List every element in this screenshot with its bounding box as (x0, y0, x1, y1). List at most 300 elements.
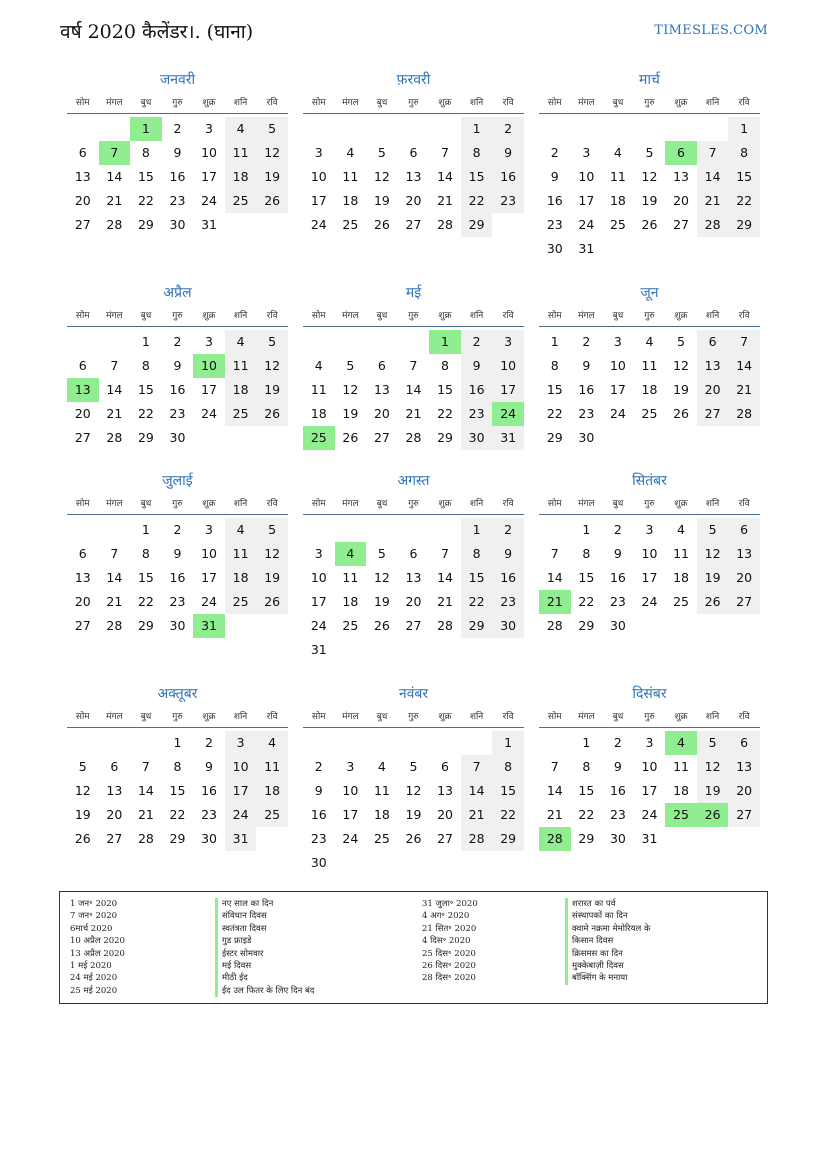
day-cell: 29 (461, 614, 493, 638)
day-cell: 27 (74, 217, 91, 232)
day-cell: 24 (641, 594, 658, 609)
day-cell: 11 (373, 783, 390, 798)
day-cell: 5 (409, 759, 418, 774)
weekday-header (539, 495, 760, 515)
day-cell: 8 (461, 542, 493, 566)
day-cell: 16 (492, 165, 524, 189)
day-cell: 28 (437, 217, 453, 232)
weekday-label: रवि (266, 311, 278, 321)
day-cell: 6 (110, 759, 119, 774)
day-cell: 27 (405, 217, 422, 232)
weekday-label: शुक्र (202, 98, 216, 108)
day-cell: 12 (405, 783, 422, 798)
day-cell: 8 (441, 358, 449, 373)
day-cell: 5 (346, 358, 355, 373)
day-cell: 20 (405, 594, 422, 609)
weekday-label: मंगल (342, 311, 359, 321)
day-cell: 18 (225, 378, 257, 402)
day-cell: 15 (546, 382, 563, 397)
day-cell: 3 (314, 145, 323, 160)
weekday-label: सोम (547, 311, 562, 321)
empty-cell (303, 117, 335, 141)
weekday-label: रवि (502, 712, 514, 722)
day-cell: 12 (256, 354, 288, 378)
day-cell: 17 (201, 382, 217, 397)
weekday-label: रवि (738, 499, 750, 509)
day-cell: 9 (314, 783, 323, 798)
empty-cell (335, 330, 367, 354)
day-cell: 2 (582, 334, 591, 349)
day-cell: 4 (225, 117, 257, 141)
day-grid (67, 330, 288, 450)
day-cell: 10 (201, 145, 217, 160)
day-cell: 22 (461, 189, 493, 213)
day-cell: 25 (641, 406, 658, 421)
day-cell: 30 (609, 618, 626, 633)
day-cell: 7 (441, 145, 449, 160)
day-cell: 15 (728, 165, 760, 189)
empty-cell (366, 117, 398, 141)
day-cell: 10 (609, 358, 626, 373)
day-cell: 10 (578, 169, 595, 184)
day-cell: 17 (201, 169, 217, 184)
weekday-label: शुक्र (674, 98, 688, 108)
weekday-header (539, 94, 760, 114)
day-cell: 15 (169, 783, 186, 798)
day-cell: 23 (492, 189, 524, 213)
day-cell: 23 (169, 193, 186, 208)
holiday-date: 13 अप्रैल 2020 (70, 948, 125, 959)
day-cell: 19 (256, 566, 288, 590)
month-name: अक्तूबर (157, 686, 198, 702)
day-cell: 26 (342, 430, 359, 445)
month-9 (539, 471, 760, 638)
day-cell: 24 (641, 807, 658, 822)
day-cell: 29 (492, 827, 524, 851)
day-cell: 28 (697, 213, 729, 237)
holiday-day-cell: 25 (303, 426, 335, 450)
holiday-date: 26 दिस॰ 2020 (422, 961, 476, 972)
day-cell: 9 (613, 546, 622, 561)
empty-cell (130, 731, 162, 755)
day-cell: 23 (609, 594, 626, 609)
day-cell: 14 (461, 779, 493, 803)
weekday-label: बुध (612, 712, 624, 722)
weekday-header (539, 708, 760, 728)
day-cell: 19 (342, 406, 359, 421)
weekday-label: गुरु (644, 98, 655, 108)
day-cell: 15 (578, 783, 595, 798)
day-cell: 26 (641, 217, 658, 232)
day-cell: 26 (373, 618, 390, 633)
weekday-label: शुक्र (438, 499, 452, 509)
day-cell: 17 (310, 594, 327, 609)
weekday-label: बुध (376, 499, 388, 509)
holiday-name: मई दिवस (215, 960, 314, 972)
month-name: जनवरी (159, 72, 196, 88)
holiday-name: ईद उल फितर के लिए दिन बंद (215, 985, 314, 997)
holiday-name: संस्थापकों का दिन (565, 910, 651, 922)
weekday-label: गुरु (172, 311, 183, 321)
holiday-date: 4 अग॰ 2020 (422, 911, 470, 922)
weekday-label: बुध (140, 311, 152, 321)
day-cell: 31 (201, 217, 217, 232)
empty-cell (398, 330, 430, 354)
day-cell: 1 (582, 522, 591, 537)
day-cell: 7 (110, 358, 119, 373)
weekday-label: बुध (612, 311, 624, 321)
day-cell: 22 (137, 594, 154, 609)
month-12 (539, 684, 760, 851)
holiday-day-cell: 1 (130, 117, 162, 141)
month-11 (303, 684, 524, 875)
day-cell: 7 (461, 755, 493, 779)
day-cell: 23 (169, 594, 186, 609)
weekday-label: बुध (140, 499, 152, 509)
empty-cell (67, 518, 99, 542)
month-4 (67, 283, 288, 450)
day-cell: 20 (437, 807, 453, 822)
day-cell: 6 (441, 759, 449, 774)
holiday-name: नए साल का दिन (215, 898, 314, 910)
day-cell: 30 (201, 831, 217, 846)
day-cell: 24 (578, 217, 595, 232)
day-cell: 2 (173, 334, 182, 349)
day-cell: 30 (609, 831, 626, 846)
day-grid (303, 731, 524, 875)
day-cell: 21 (461, 803, 493, 827)
month-name: सितंबर (632, 473, 667, 489)
empty-cell (461, 731, 493, 755)
day-cell: 26 (256, 590, 288, 614)
holiday-name: संविधान दिवस (215, 910, 314, 922)
weekday-label: शुक्र (438, 712, 452, 722)
day-cell: 2 (492, 518, 524, 542)
weekday-label: शनि (233, 98, 248, 108)
holiday-date: 31 जुला॰ 2020 (422, 899, 478, 909)
day-cell: 19 (256, 165, 288, 189)
day-cell: 25 (342, 618, 359, 633)
day-cell: 4 (645, 334, 654, 349)
day-cell: 30 (546, 241, 563, 256)
empty-cell (99, 117, 131, 141)
holiday-day-cell: 25 (665, 803, 697, 827)
weekday-label: गुरु (172, 712, 183, 722)
day-cell: 29 (137, 217, 154, 232)
day-cell: 30 (310, 855, 327, 870)
day-cell: 8 (141, 546, 150, 561)
holiday-name: क्रिसमस का दिन (565, 948, 651, 960)
day-cell: 18 (225, 165, 257, 189)
weekday-label: मंगल (342, 712, 359, 722)
day-cell: 10 (492, 354, 524, 378)
day-cell: 8 (141, 145, 150, 160)
holiday-name: मीठी ईद (215, 972, 314, 984)
weekday-label: बुध (140, 98, 152, 108)
day-cell: 15 (461, 566, 493, 590)
day-cell: 15 (578, 570, 595, 585)
weekday-header (67, 94, 288, 114)
day-cell: 20 (106, 807, 123, 822)
weekday-label: मंगल (342, 98, 359, 108)
day-cell: 11 (225, 354, 257, 378)
day-cell: 2 (173, 522, 182, 537)
month-7 (67, 471, 288, 638)
day-cell: 21 (106, 406, 123, 421)
day-cell: 23 (492, 590, 524, 614)
day-cell: 25 (609, 217, 626, 232)
holiday-date: 25 दिस॰ 2020 (422, 948, 476, 959)
day-cell: 8 (492, 755, 524, 779)
day-cell: 27 (106, 831, 123, 846)
empty-cell (429, 117, 461, 141)
day-cell: 13 (728, 542, 760, 566)
holiday-date: 1 जन॰ 2020 (70, 899, 118, 909)
day-cell: 5 (377, 546, 386, 561)
day-cell: 2 (173, 121, 182, 136)
day-cell: 5 (645, 145, 654, 160)
empty-cell (429, 518, 461, 542)
day-cell: 5 (256, 117, 288, 141)
weekday-label: मंगल (106, 499, 123, 509)
day-cell: 27 (728, 803, 760, 827)
brand-link[interactable]: TIMESLES.COM (654, 23, 768, 38)
day-cell: 14 (546, 570, 563, 585)
day-cell: 12 (74, 783, 91, 798)
weekday-label: सोम (75, 712, 90, 722)
day-cell: 9 (461, 354, 493, 378)
weekday-label: रवि (266, 98, 278, 108)
day-cell: 4 (225, 518, 257, 542)
weekday-label: सोम (547, 712, 562, 722)
day-cell: 6 (377, 358, 386, 373)
day-cell: 26 (74, 831, 91, 846)
day-cell: 11 (641, 358, 658, 373)
weekday-label: शनि (233, 311, 248, 321)
day-cell: 14 (106, 570, 123, 585)
weekday-label: मंगल (578, 712, 595, 722)
day-cell: 1 (141, 334, 150, 349)
day-grid (303, 330, 524, 450)
weekday-label: बुध (612, 499, 624, 509)
day-cell: 5 (697, 731, 729, 755)
day-cell: 29 (169, 831, 186, 846)
weekday-label: रवि (502, 311, 514, 321)
empty-cell (99, 731, 131, 755)
day-cell: 12 (697, 542, 729, 566)
day-cell: 15 (137, 169, 154, 184)
day-cell: 19 (74, 807, 91, 822)
holiday-date: 7 जन॰ 2020 (70, 911, 118, 922)
day-cell: 18 (673, 783, 689, 798)
day-cell: 26 (373, 217, 390, 232)
day-cell: 16 (609, 570, 626, 585)
day-cell: 2 (613, 735, 622, 750)
weekday-label: सोम (75, 311, 90, 321)
day-grid (303, 117, 524, 237)
day-cell: 6 (728, 518, 760, 542)
weekday-header (303, 94, 524, 114)
month-10 (67, 684, 288, 851)
day-cell: 12 (256, 141, 288, 165)
day-cell: 31 (578, 241, 595, 256)
day-cell: 3 (582, 145, 591, 160)
weekday-label: रवि (738, 98, 750, 108)
day-cell: 23 (609, 807, 626, 822)
month-1 (67, 70, 288, 237)
day-cell: 26 (256, 189, 288, 213)
day-cell: 20 (373, 406, 390, 421)
day-cell: 23 (310, 831, 327, 846)
weekday-label: सोम (311, 712, 326, 722)
day-cell: 16 (492, 566, 524, 590)
day-cell: 24 (609, 406, 626, 421)
day-cell: 18 (641, 382, 658, 397)
day-cell: 27 (74, 430, 91, 445)
weekday-label: गुरु (408, 98, 419, 108)
weekday-label: बुध (376, 311, 388, 321)
day-cell: 6 (78, 358, 87, 373)
day-cell: 13 (106, 783, 123, 798)
day-cell: 18 (225, 566, 257, 590)
empty-cell (366, 330, 398, 354)
day-cell: 25 (225, 189, 257, 213)
month-3 (539, 70, 760, 261)
day-cell: 27 (673, 217, 689, 232)
weekday-label: रवि (502, 98, 514, 108)
day-cell: 13 (405, 169, 422, 184)
weekday-label: मंगल (106, 311, 123, 321)
day-cell: 11 (256, 755, 288, 779)
day-cell: 1 (461, 117, 493, 141)
weekday-label: गुरु (644, 499, 655, 509)
day-cell: 29 (546, 430, 563, 445)
empty-cell (539, 731, 571, 755)
empty-cell (398, 731, 430, 755)
weekday-label: रवि (266, 499, 278, 509)
day-cell: 17 (342, 807, 359, 822)
weekday-label: शुक्र (202, 499, 216, 509)
day-grid (539, 731, 760, 851)
day-cell: 22 (137, 193, 154, 208)
day-cell: 25 (256, 803, 288, 827)
day-cell: 10 (225, 755, 257, 779)
weekday-label: शनि (469, 98, 484, 108)
weekday-label: सोम (75, 499, 90, 509)
day-cell: 14 (728, 354, 760, 378)
day-cell: 6 (409, 546, 418, 561)
day-cell: 29 (437, 430, 453, 445)
day-cell: 27 (373, 430, 390, 445)
empty-cell (429, 731, 461, 755)
day-cell: 28 (546, 618, 563, 633)
day-grid (303, 518, 524, 662)
weekday-label: बुध (376, 98, 388, 108)
weekday-label: गुरु (172, 98, 183, 108)
day-grid (67, 117, 288, 237)
day-cell: 19 (256, 378, 288, 402)
day-cell: 13 (673, 169, 689, 184)
month-name: दिसंबर (632, 686, 667, 702)
weekday-label: शुक्र (438, 98, 452, 108)
day-cell: 12 (373, 169, 390, 184)
day-cell: 17 (609, 382, 626, 397)
day-cell: 14 (405, 382, 422, 397)
day-cell: 9 (582, 358, 591, 373)
holiday-date: 25 मई 2020 (70, 985, 118, 996)
weekday-label: शनि (233, 712, 248, 722)
day-cell: 1 (582, 735, 591, 750)
day-cell: 31 (310, 642, 327, 657)
weekday-label: सोम (75, 98, 90, 108)
day-cell: 9 (550, 169, 559, 184)
day-cell: 28 (437, 618, 453, 633)
day-cell: 3 (492, 330, 524, 354)
day-cell: 4 (256, 731, 288, 755)
weekday-label: सोम (547, 499, 562, 509)
day-cell: 16 (201, 783, 217, 798)
day-cell: 5 (256, 330, 288, 354)
day-cell: 16 (546, 193, 563, 208)
day-cell: 15 (137, 382, 154, 397)
day-cell: 5 (377, 145, 386, 160)
empty-cell (303, 518, 335, 542)
holiday-day-cell: 4 (335, 542, 367, 566)
day-cell: 20 (728, 779, 760, 803)
day-cell: 15 (492, 779, 524, 803)
weekday-label: गुरु (408, 499, 419, 509)
day-cell: 19 (373, 594, 390, 609)
day-cell: 24 (225, 803, 257, 827)
month-6 (539, 283, 760, 450)
day-cell: 18 (256, 779, 288, 803)
day-cell: 28 (461, 827, 493, 851)
day-cell: 7 (550, 759, 559, 774)
day-cell: 18 (673, 570, 689, 585)
weekday-label: मंगल (578, 311, 595, 321)
day-cell: 19 (373, 193, 390, 208)
day-cell: 13 (728, 755, 760, 779)
day-cell: 12 (673, 358, 689, 373)
empty-cell (335, 117, 367, 141)
day-cell: 12 (256, 542, 288, 566)
day-grid (67, 518, 288, 638)
day-cell: 19 (405, 807, 422, 822)
day-cell: 17 (641, 570, 658, 585)
day-cell: 6 (409, 145, 418, 160)
day-cell: 27 (405, 618, 422, 633)
day-cell: 24 (342, 831, 359, 846)
day-cell: 8 (582, 759, 591, 774)
day-cell: 23 (461, 402, 493, 426)
day-cell: 10 (310, 169, 327, 184)
day-cell: 22 (492, 803, 524, 827)
day-cell: 13 (74, 570, 91, 585)
empty-cell (67, 117, 99, 141)
weekday-label: रवि (502, 499, 514, 509)
day-grid (539, 117, 760, 261)
day-cell: 21 (405, 406, 422, 421)
weekday-label: गुरु (408, 712, 419, 722)
weekday-header (303, 307, 524, 327)
day-cell: 18 (373, 807, 390, 822)
day-cell: 7 (441, 546, 449, 561)
holiday-list (59, 891, 768, 1004)
day-cell: 15 (437, 382, 453, 397)
weekday-label: शनि (705, 499, 720, 509)
empty-cell (398, 117, 430, 141)
month-name: अगस्त (397, 473, 430, 489)
